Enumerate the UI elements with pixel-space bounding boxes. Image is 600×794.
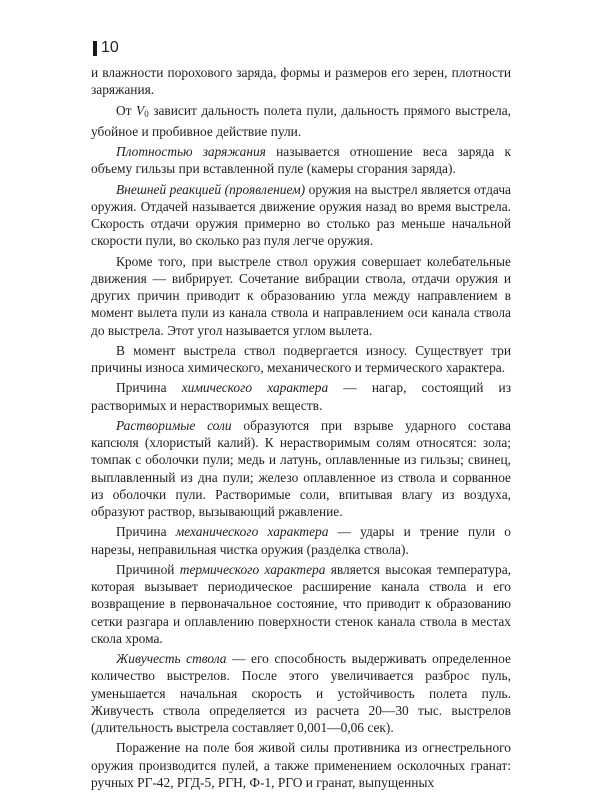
- paragraph-text: — удары и трение пули о нарезы, неправильная чистка оружия (разделка ствола).: [91, 524, 511, 557]
- paragraph-7: [91, 379, 511, 414]
- header-marker-bar: [93, 41, 97, 56]
- paragraph-12: [91, 739, 511, 791]
- term-italic: термического характера: [179, 561, 326, 577]
- body-text: [91, 64, 511, 794]
- term-italic: химического характера: [181, 380, 329, 396]
- page-number: 10: [101, 39, 119, 56]
- paragraph-5: [91, 253, 511, 339]
- paragraph-lead: Причина: [116, 524, 176, 540]
- paragraph-8: [91, 417, 511, 521]
- paragraph-3: [91, 143, 511, 178]
- paragraph-6: [91, 342, 511, 377]
- paragraph-10: [91, 561, 511, 647]
- paragraph-9: [91, 523, 511, 558]
- paragraph-text: — нагар, состоящий из растворимых и нерастворимых веществ.: [91, 380, 511, 413]
- paragraph-text: — его способность выдерживать определенное количество выстрелов. После этого увеличивается разброс пуль, уменьшается начальная скорость и устойчивость полета пуль. Живучесть ствола определяется из расчета 20—30 тыс. выстрелов (длительность выстрела составляет 0,001—0,06 сек).: [91, 651, 511, 735]
- paragraph-lead: От: [116, 102, 137, 118]
- paragraph-text: Поражение на поле боя живой силы противника из огнестрельного оружия производится пулей, а также применением осколочных гранат: ручных РГ-42, РГД-5, РГН, Ф-1, РГО и гранат, выпущенных: [91, 740, 511, 790]
- paragraph-11: [91, 650, 511, 736]
- paragraph-text: зависит дальность полета пули, дальность прямого выстрела, убойное и пробивное действие пули.: [91, 102, 511, 139]
- paragraph-text: является высокая температура, которая вызывает периодическое расширение канала ствола и его возвращение в первоначальное состояние, что приводит к образованию сетки разгара и оплавлению поверхности стенок канала ствола в местах скола хрома.: [91, 561, 511, 646]
- paragraph-2: [91, 102, 511, 141]
- term-italic: Плотностью заряжания: [116, 144, 266, 159]
- paragraph-text: и влажности порохового заряда, формы и размеров его зерен, плотности заряжания.: [91, 65, 511, 98]
- paragraph-text: Кроме того, при выстреле ствол оружия совершает колебательные движения — вибрирует. Сочетание вибрации ствола, отдачи оружия и других причин приводит к образованию угла между направлением в момент вылета пули из канала ствола и направлением оси канала ствола до выстрела. Этот угол называется углом вылета.: [91, 253, 511, 338]
- paragraph-lead: Причина: [116, 380, 182, 396]
- paragraph-text: В момент выстрела ствол подвергается износу. Существует три причины износа химического, механического и термического характера.: [91, 342, 511, 375]
- term-italic: механического характера: [175, 524, 329, 540]
- term-italic: Растворимые соли: [116, 417, 232, 433]
- paragraph-text: оружия на выстрел является отдача оружия. Отдачей называется движение оружия назад во время выстрела. Скорость отдачи оружия примерно во столько раз меньше начальной скорости пули, во сколько раз пуля легче оружия.: [91, 181, 511, 249]
- velocity-subscript: 0: [144, 108, 149, 119]
- paragraph-4: [91, 181, 511, 250]
- term-italic: Живучесть ствола: [116, 651, 227, 666]
- term-italic: Внешней реакцией (проявлением): [116, 181, 306, 197]
- paragraph-lead: Причиной: [116, 561, 180, 577]
- paragraph-1: [91, 64, 511, 99]
- paragraph-text: образуются при взрыве ударного состава капсюля (хлористый калий). К нерастворимым солям относятся: зола; томпак с оболочки пули; медь и латунь, оплавленные из гильзы; свинец, выплавленный из дна пули; железо оплавленное из ствола и сорванное из оболочки пули. Растворимые соли, впитывая влагу из воздуха, образуют раствор, вызывающий ржавление.: [91, 417, 511, 519]
- velocity-symbol: V: [136, 102, 145, 118]
- paragraph-text: называется отношение веса заряда к объему гильзы при вставленной пуле (камеры сгорания заряда).: [91, 144, 512, 177]
